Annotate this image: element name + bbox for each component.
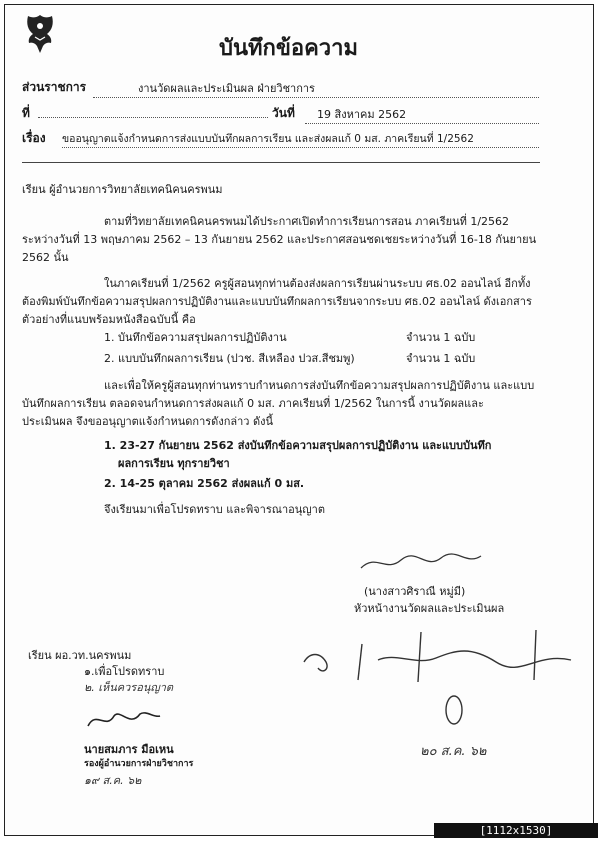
salutation: เรียน ผู้อำนวยการวิทยาลัยเทคนิคนครพนม xyxy=(22,183,223,196)
para2-line1: ในภาคเรียนที่ 1/2562 ครูผู้สอนทุกท่านต้องส่งผลการเรียนผ่านระบบ ศธ.02 ออนไลน์ อีกทั้ง xyxy=(104,277,531,290)
garuda-emblem-icon xyxy=(22,12,58,56)
director-handwriting xyxy=(296,622,596,752)
upload-watermark: [1112x1530] http://upic.me/ xyxy=(434,823,598,838)
para3-line2: บันทึกผลการเรียน ตลอดจนกำหนดการส่งผลแก้ 0 มส. ภาคเรียนที่ 1/2562 ในการนี้ งานวัดผลและ xyxy=(22,397,484,410)
signer-name: (นางสาวศิราณี หมู่มี) xyxy=(364,585,466,598)
para1-line2: ระหว่างวันที่ 13 พฤษภาคม 2562 – 13 กันยายน 2562 และประกาศสอนชดเชยระหว่างวันที่ 16-18 กันยายน xyxy=(22,233,537,246)
para2-line3: ตัวอย่างที่แนบพร้อมหนังสือฉบับนี้ คือ xyxy=(22,313,196,326)
agency-label: ส่วนราชการ xyxy=(22,80,87,94)
schedule-item-1: 1. 23-27 กันยายน 2562 ส่งบันทึกข้อความสรุปผลการปฏิบัติงาน และแบบบันทึก xyxy=(104,439,492,452)
date-label: วันที่ xyxy=(272,106,295,120)
attachment-item-1: 1. บันทึกข้อความสรุปผลการปฏิบัติงาน xyxy=(104,331,287,344)
ref-line xyxy=(38,116,268,118)
note-salutation: เรียน ผอ.วท.นครพนม xyxy=(28,649,132,662)
memo-title: บันทึกข้อความ xyxy=(219,36,359,61)
schedule-item-2: 2. 14-25 ตุลาคม 2562 ส่งผลแก้ 0 มส. xyxy=(104,477,305,490)
director-date: ๒๐ ส.ค. ๖๒ xyxy=(420,744,487,759)
attachment-item-2-qty: จำนวน 1 ฉบับ xyxy=(406,352,476,365)
author-signature xyxy=(356,548,486,578)
para1-line3: 2562 นั้น xyxy=(22,251,69,264)
agency-value: งานวัดผลและประเมินผล ฝ่ายวิชาการ xyxy=(93,79,539,98)
vice-director-signature xyxy=(84,704,164,734)
ref-label: ที่ xyxy=(22,106,30,120)
para2-line2: ต้องพิมพ์บันทึกข้อความสรุปผลการปฏิบัติงานและแบบบันทึกผลการเรียนจากระบบ ศธ.02 ออนไลน์ ดังเอกสาร xyxy=(22,295,532,308)
para3-line3: ประเมินผล จึงขออนุญาตแจ้งกำหนดการดังกล่าว ดังนี้ xyxy=(22,415,273,428)
date-value: 19 สิงหาคม 2562 xyxy=(305,105,539,124)
vice-director-date: ๑๙ ส.ค. ๖๒ xyxy=(84,774,142,787)
para1-line1: ตามที่วิทยาลัยเทคนิคนครพนมได้ประกาศเปิดทำการเรียนการสอน ภาคเรียนที่ 1/2562 xyxy=(104,215,510,228)
attachment-item-2: 2. แบบบันทึกผลการเรียน (ปวช. สีเหลือง ปวส.สีชมพู) xyxy=(104,352,355,365)
para3-line1: และเพื่อให้ครูผู้สอนทุกท่านทราบกำหนดการส่งบันทึกข้อความสรุปผลการปฏิบัติงาน และแบบ xyxy=(104,379,535,392)
closing-line: จึงเรียนมาเพื่อโปรดทราบ และพิจารณาอนุญาต xyxy=(104,503,325,516)
vice-director-name: นายสมภาร มือเหน xyxy=(84,743,174,756)
note-line-1: ๑.เพื่อโปรดทราบ xyxy=(84,665,165,678)
attachment-item-1-qty: จำนวน 1 ฉบับ xyxy=(406,331,476,344)
subject-value: ขออนุญาตแจ้งกำหนดการส่งแบบบันทึกผลการเรียน และส่งผลแก้ 0 มส. ภาคเรียนที่ 1/2562 xyxy=(62,130,539,148)
header-divider xyxy=(22,162,540,163)
subject-label: เรื่อง xyxy=(22,131,46,145)
vice-director-position: รองผู้อำนวยการฝ่ายวิชาการ xyxy=(84,759,194,769)
signer-position: หัวหน้างานวัดผลและประเมินผล xyxy=(354,602,505,615)
schedule-item-1-cont: ผลการเรียน ทุกรายวิชา xyxy=(118,457,230,470)
note-line-2: ๒. เห็นควรอนุญาต xyxy=(84,681,174,694)
